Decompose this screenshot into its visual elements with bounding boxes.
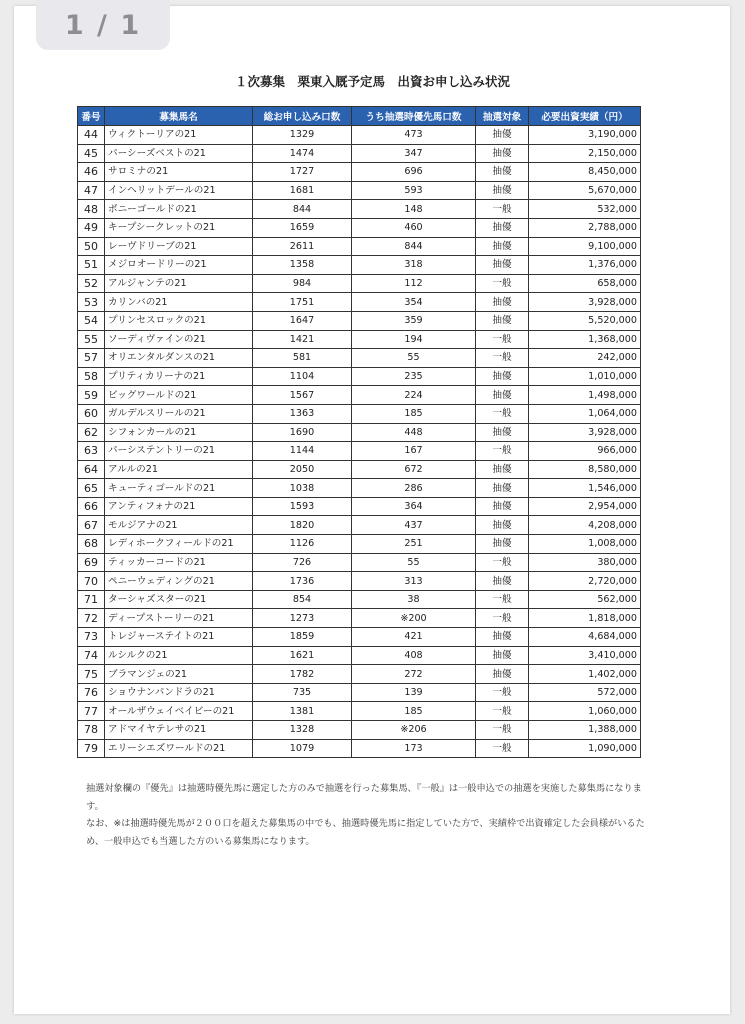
cell-priority-units: 112 [352, 274, 476, 293]
cell-required-amount: 1,008,000 [529, 535, 641, 554]
cell-total-units: 1820 [253, 516, 352, 535]
cell-horse-name: ターシャズスターの21 [105, 590, 253, 609]
table-row [78, 721, 641, 740]
cell-horse-name: パーシステントリーの21 [105, 442, 253, 461]
cell-required-amount: 562,000 [529, 590, 641, 609]
cell-total-units: 1079 [253, 739, 352, 758]
cell-horse-name: ルシルクの21 [105, 646, 253, 665]
cell-priority-units: 421 [352, 628, 476, 647]
cell-lottery-type: 抽優 [476, 386, 529, 405]
cell-number: 69 [78, 553, 105, 572]
cell-lottery-type: 抽優 [476, 256, 529, 275]
cell-number: 57 [78, 349, 105, 368]
cell-required-amount: 1,376,000 [529, 256, 641, 275]
cell-lottery-type: 抽優 [476, 126, 529, 145]
cell-required-amount: 9,100,000 [529, 237, 641, 256]
cell-lottery-type: 抽優 [476, 479, 529, 498]
cell-lottery-type: 抽優 [476, 460, 529, 479]
cell-required-amount: 2,720,000 [529, 572, 641, 591]
cell-lottery-type: 一般 [476, 721, 529, 740]
cell-total-units: 1381 [253, 702, 352, 721]
cell-required-amount: 1,064,000 [529, 404, 641, 423]
cell-priority-units: ※206 [352, 721, 476, 740]
cell-lottery-type: 一般 [476, 553, 529, 572]
cell-number: 70 [78, 572, 105, 591]
cell-total-units: 854 [253, 590, 352, 609]
table-row [78, 126, 641, 145]
cell-total-units: 1647 [253, 311, 352, 330]
table-row [78, 497, 641, 516]
cell-total-units: 1593 [253, 497, 352, 516]
cell-horse-name: プリンセスロックの21 [105, 311, 253, 330]
table-row [78, 404, 641, 423]
header-priority-units: うち抽選時優先馬口数 [352, 107, 476, 126]
cell-horse-name: ショウナンパンドラの21 [105, 683, 253, 702]
cell-horse-name: プリティカリーナの21 [105, 367, 253, 386]
cell-number: 59 [78, 386, 105, 405]
cell-horse-name: トレジャーステイトの21 [105, 628, 253, 647]
cell-priority-units: 473 [352, 126, 476, 145]
cell-total-units: 1144 [253, 442, 352, 461]
cell-total-units: 1659 [253, 218, 352, 237]
document-title: １次募集 栗東入厩予定馬 出資お申し込み状況 [234, 74, 510, 89]
table-row [78, 702, 641, 721]
table-row [78, 293, 641, 312]
cell-horse-name: アンティフォナの21 [105, 497, 253, 516]
cell-required-amount: 1,818,000 [529, 609, 641, 628]
cell-total-units: 1727 [253, 163, 352, 182]
cell-total-units: 1690 [253, 423, 352, 442]
table-row [78, 442, 641, 461]
cell-lottery-type: 抽優 [476, 163, 529, 182]
cell-lottery-type: 抽優 [476, 628, 529, 647]
table-row [78, 237, 641, 256]
cell-required-amount: 2,150,000 [529, 144, 641, 163]
cell-required-amount: 3,410,000 [529, 646, 641, 665]
cell-lottery-type: 一般 [476, 349, 529, 368]
cell-priority-units: ※200 [352, 609, 476, 628]
cell-horse-name: インヘリットデールの21 [105, 181, 253, 200]
cell-horse-name: ティッカーコードの21 [105, 553, 253, 572]
cell-lottery-type: 一般 [476, 609, 529, 628]
cell-number: 64 [78, 460, 105, 479]
table-row [78, 386, 641, 405]
cell-total-units: 844 [253, 200, 352, 219]
table-row [78, 367, 641, 386]
cell-lottery-type: 抽優 [476, 423, 529, 442]
cell-number: 46 [78, 163, 105, 182]
cell-required-amount: 380,000 [529, 553, 641, 572]
cell-number: 44 [78, 126, 105, 145]
cell-horse-name: キープシークレットの21 [105, 218, 253, 237]
header-number: 番号 [78, 107, 105, 126]
cell-horse-name: パーシーズベストの21 [105, 144, 253, 163]
cell-priority-units: 672 [352, 460, 476, 479]
cell-lottery-type: 一般 [476, 442, 529, 461]
table-row [78, 274, 641, 293]
cell-total-units: 726 [253, 553, 352, 572]
header-total-units: 総お申し込み口数 [253, 107, 352, 126]
cell-total-units: 1681 [253, 181, 352, 200]
cell-priority-units: 593 [352, 181, 476, 200]
cell-lottery-type: 抽優 [476, 181, 529, 200]
cell-priority-units: 251 [352, 535, 476, 554]
cell-total-units: 2611 [253, 237, 352, 256]
cell-horse-name: ガルデルスリールの21 [105, 404, 253, 423]
notes [86, 780, 646, 850]
cell-required-amount: 8,580,000 [529, 460, 641, 479]
table-row [78, 460, 641, 479]
cell-priority-units: 272 [352, 665, 476, 684]
cell-horse-name: ソーディヴァインの21 [105, 330, 253, 349]
application-status-table [77, 106, 641, 758]
table-row [78, 516, 641, 535]
cell-number: 47 [78, 181, 105, 200]
cell-number: 67 [78, 516, 105, 535]
cell-lottery-type: 抽優 [476, 144, 529, 163]
table-row [78, 218, 641, 237]
table-row [78, 423, 641, 442]
cell-lottery-type: 抽優 [476, 367, 529, 386]
cell-required-amount: 1,402,000 [529, 665, 641, 684]
cell-lottery-type: 一般 [476, 683, 529, 702]
table-header-row [78, 107, 641, 126]
cell-priority-units: 194 [352, 330, 476, 349]
cell-priority-units: 448 [352, 423, 476, 442]
table-row [78, 609, 641, 628]
cell-total-units: 1859 [253, 628, 352, 647]
cell-number: 54 [78, 311, 105, 330]
cell-horse-name: サロミナの21 [105, 163, 253, 182]
cell-required-amount: 3,928,000 [529, 293, 641, 312]
cell-number: 55 [78, 330, 105, 349]
cell-number: 78 [78, 721, 105, 740]
cell-priority-units: 38 [352, 590, 476, 609]
header-lottery-type: 抽選対象 [476, 107, 529, 126]
cell-number: 72 [78, 609, 105, 628]
cell-number: 53 [78, 293, 105, 312]
cell-horse-name: オリエンタルダンスの21 [105, 349, 253, 368]
cell-priority-units: 235 [352, 367, 476, 386]
cell-total-units: 1621 [253, 646, 352, 665]
cell-required-amount: 966,000 [529, 442, 641, 461]
table-row [78, 479, 641, 498]
cell-horse-name: エリーシエズワールドの21 [105, 739, 253, 758]
cell-required-amount: 1,090,000 [529, 739, 641, 758]
table-row [78, 200, 641, 219]
cell-horse-name: メジロオードリーの21 [105, 256, 253, 275]
cell-horse-name: ウィクトーリアの21 [105, 126, 253, 145]
cell-lottery-type: 一般 [476, 404, 529, 423]
cell-horse-name: モルジアナの21 [105, 516, 253, 535]
cell-horse-name: レディホークフィールドの21 [105, 535, 253, 554]
cell-total-units: 1751 [253, 293, 352, 312]
table-row [78, 628, 641, 647]
cell-number: 60 [78, 404, 105, 423]
cell-number: 49 [78, 218, 105, 237]
cell-required-amount: 1,546,000 [529, 479, 641, 498]
cell-priority-units: 185 [352, 404, 476, 423]
cell-number: 71 [78, 590, 105, 609]
cell-lottery-type: 一般 [476, 739, 529, 758]
cell-lottery-type: 一般 [476, 590, 529, 609]
cell-priority-units: 167 [352, 442, 476, 461]
cell-lottery-type: 一般 [476, 702, 529, 721]
cell-priority-units: 173 [352, 739, 476, 758]
cell-total-units: 735 [253, 683, 352, 702]
cell-required-amount: 3,928,000 [529, 423, 641, 442]
cell-lottery-type: 抽優 [476, 665, 529, 684]
header-required-amount: 必要出資実績（円） [529, 107, 641, 126]
cell-required-amount: 8,450,000 [529, 163, 641, 182]
cell-required-amount: 1,388,000 [529, 721, 641, 740]
cell-lottery-type: 抽優 [476, 572, 529, 591]
cell-total-units: 1038 [253, 479, 352, 498]
cell-lottery-type: 抽優 [476, 237, 529, 256]
cell-horse-name: アルルの21 [105, 460, 253, 479]
note-lottery-type: 抽選対象欄の『優先』は抽選時優先馬に選定した方のみで抽選を行った募集馬、『一般』は一般申込での抽選を実施した募集馬になります。 [86, 783, 642, 812]
table-row [78, 256, 641, 275]
cell-total-units: 984 [253, 274, 352, 293]
cell-required-amount: 658,000 [529, 274, 641, 293]
cell-lottery-type: 抽優 [476, 293, 529, 312]
cell-priority-units: 185 [352, 702, 476, 721]
cell-priority-units: 224 [352, 386, 476, 405]
cell-number: 74 [78, 646, 105, 665]
table-row [78, 181, 641, 200]
cell-number: 50 [78, 237, 105, 256]
cell-total-units: 1782 [253, 665, 352, 684]
cell-lottery-type: 抽優 [476, 516, 529, 535]
cell-horse-name: オールザウェイベイビーの21 [105, 702, 253, 721]
table-row [78, 535, 641, 554]
table-row [78, 349, 641, 368]
cell-horse-name: アルジャンテの21 [105, 274, 253, 293]
cell-priority-units: 364 [352, 497, 476, 516]
cell-horse-name: ブラマンジェの21 [105, 665, 253, 684]
table-row [78, 163, 641, 182]
table-row [78, 590, 641, 609]
cell-horse-name: レーヴドリーブの21 [105, 237, 253, 256]
cell-total-units: 1273 [253, 609, 352, 628]
cell-total-units: 1474 [253, 144, 352, 163]
cell-required-amount: 5,670,000 [529, 181, 641, 200]
cell-lottery-type: 一般 [476, 330, 529, 349]
cell-horse-name: ボニーゴールドの21 [105, 200, 253, 219]
cell-number: 51 [78, 256, 105, 275]
table-row [78, 572, 641, 591]
cell-required-amount: 242,000 [529, 349, 641, 368]
table-row [78, 330, 641, 349]
cell-number: 62 [78, 423, 105, 442]
page-indicator: 1 / 1 [36, 0, 170, 50]
cell-required-amount: 2,788,000 [529, 218, 641, 237]
cell-required-amount: 532,000 [529, 200, 641, 219]
cell-priority-units: 844 [352, 237, 476, 256]
cell-priority-units: 437 [352, 516, 476, 535]
cell-total-units: 581 [253, 349, 352, 368]
cell-number: 68 [78, 535, 105, 554]
cell-total-units: 1421 [253, 330, 352, 349]
cell-lottery-type: 一般 [476, 274, 529, 293]
cell-total-units: 1567 [253, 386, 352, 405]
cell-total-units: 1126 [253, 535, 352, 554]
cell-lottery-type: 抽優 [476, 646, 529, 665]
note-asterisk: なお、※は抽選時優先馬が２００口を超えた募集馬の中でも、抽選時優先馬に指定していた方で、実績枠で出資確定した会員様がいるため、一般申込でも当選した方のいる募集馬になります。 [86, 818, 645, 847]
cell-number: 77 [78, 702, 105, 721]
cell-priority-units: 347 [352, 144, 476, 163]
cell-lottery-type: 抽優 [476, 311, 529, 330]
cell-required-amount: 4,684,000 [529, 628, 641, 647]
cell-required-amount: 5,520,000 [529, 311, 641, 330]
cell-number: 79 [78, 739, 105, 758]
table-row [78, 553, 641, 572]
cell-priority-units: 148 [352, 200, 476, 219]
cell-lottery-type: 抽優 [476, 218, 529, 237]
cell-number: 73 [78, 628, 105, 647]
cell-total-units: 1736 [253, 572, 352, 591]
cell-required-amount: 1,498,000 [529, 386, 641, 405]
cell-priority-units: 55 [352, 349, 476, 368]
cell-priority-units: 139 [352, 683, 476, 702]
cell-horse-name: アドマイヤテレサの21 [105, 721, 253, 740]
cell-required-amount: 1,060,000 [529, 702, 641, 721]
cell-number: 63 [78, 442, 105, 461]
cell-lottery-type: 抽優 [476, 497, 529, 516]
cell-total-units: 1104 [253, 367, 352, 386]
cell-horse-name: ビッグワールドの21 [105, 386, 253, 405]
cell-total-units: 1329 [253, 126, 352, 145]
cell-horse-name: カリンバの21 [105, 293, 253, 312]
cell-total-units: 1358 [253, 256, 352, 275]
cell-number: 58 [78, 367, 105, 386]
cell-number: 76 [78, 683, 105, 702]
table-row [78, 739, 641, 758]
cell-required-amount: 2,954,000 [529, 497, 641, 516]
cell-horse-name: ペニーウェディングの21 [105, 572, 253, 591]
cell-number: 75 [78, 665, 105, 684]
cell-priority-units: 359 [352, 311, 476, 330]
cell-priority-units: 55 [352, 553, 476, 572]
table-row [78, 144, 641, 163]
cell-horse-name: キューティゴールドの21 [105, 479, 253, 498]
table-row [78, 311, 641, 330]
header-horse-name: 募集馬名 [105, 107, 253, 126]
cell-total-units: 1328 [253, 721, 352, 740]
table-row [78, 665, 641, 684]
cell-number: 65 [78, 479, 105, 498]
cell-horse-name: ディープストーリーの21 [105, 609, 253, 628]
cell-priority-units: 318 [352, 256, 476, 275]
cell-required-amount: 572,000 [529, 683, 641, 702]
cell-priority-units: 354 [352, 293, 476, 312]
cell-total-units: 1363 [253, 404, 352, 423]
cell-number: 52 [78, 274, 105, 293]
cell-number: 45 [78, 144, 105, 163]
cell-required-amount: 4,208,000 [529, 516, 641, 535]
cell-lottery-type: 一般 [476, 200, 529, 219]
cell-priority-units: 286 [352, 479, 476, 498]
table-row [78, 683, 641, 702]
table-row [78, 646, 641, 665]
cell-number: 48 [78, 200, 105, 219]
cell-total-units: 2050 [253, 460, 352, 479]
cell-required-amount: 1,368,000 [529, 330, 641, 349]
cell-number: 66 [78, 497, 105, 516]
cell-priority-units: 460 [352, 218, 476, 237]
cell-priority-units: 696 [352, 163, 476, 182]
cell-priority-units: 408 [352, 646, 476, 665]
cell-horse-name: シフォンカールの21 [105, 423, 253, 442]
cell-priority-units: 313 [352, 572, 476, 591]
cell-lottery-type: 抽優 [476, 535, 529, 554]
cell-required-amount: 3,190,000 [529, 126, 641, 145]
cell-required-amount: 1,010,000 [529, 367, 641, 386]
